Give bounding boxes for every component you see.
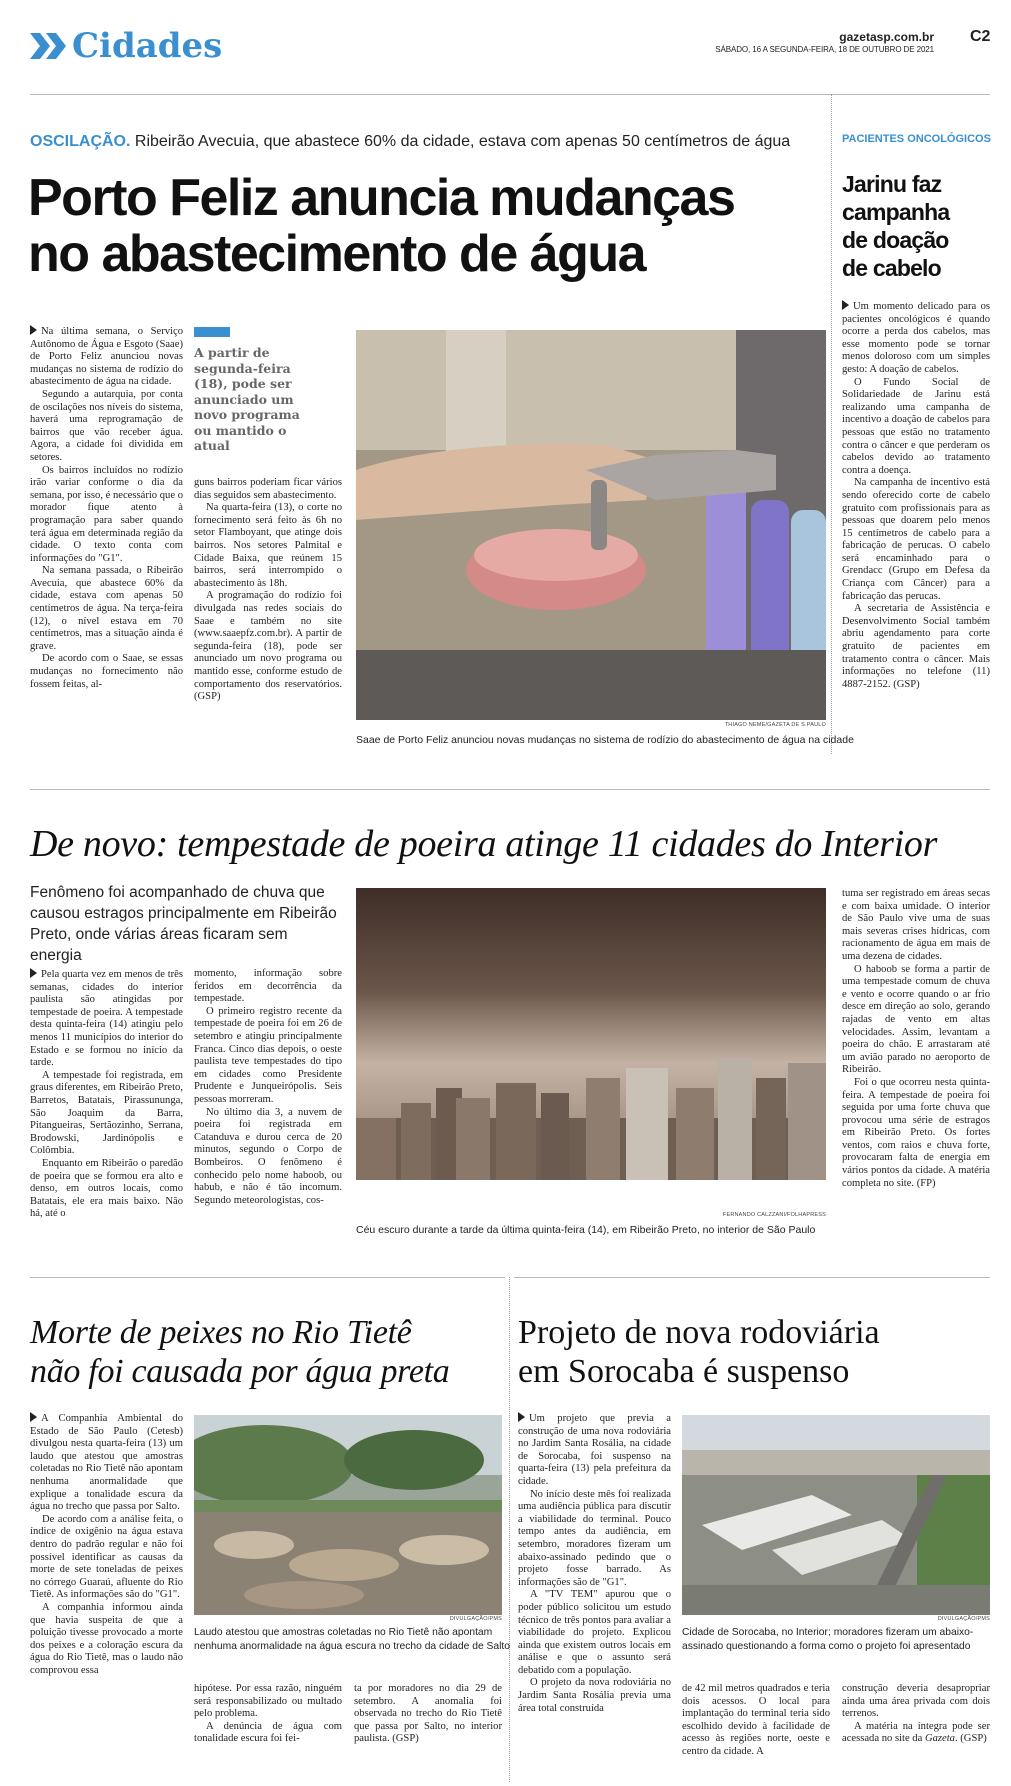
photo-dust-storm [356,888,826,1180]
section-rule [30,789,990,790]
pullquote: A partir de segunda-feira (18), pode ser anunciado um novo programa ou mantido o atual [194,345,300,453]
pullquote-bar [194,327,230,337]
article3-column-2: hipótese. Por essa razão, ninguém será responsabilizado ou multado pelo problema. A denúncia de água com tonalidade escura foi fei- [194,1683,342,1745]
article2-column-1: Pela quarta vez em menos de três semanas, cidades do interior paulista são atingidas por tempestade de poeira. A tempestade desta quinta-feira (14) atingiu pelo menos 11 municípios do interior do Estado e se formou no início da tarde. A tempestade foi registrada, em graus diferentes, em Ribeirão Preto, Barretos, Batatais, Pirassununga, São Joaquim da Barra, Pitangueiras, Sertãozinho, Serrana, Brodowski, Jardinópolis e Colômbia. Enquanto em Ribeirão o paredão de poeira que se formou era alto e denso, em outros locais, como Batatais, ele era mais baixo. Não há, até o [30,969,183,1220]
photo-caption: Céu escuro durante a tarde da última quinta-feira (14), em Ribeirão Preto, no interior de São Paulo [356,1224,816,1236]
website: gazetasp.com.br [839,30,934,44]
header-rule [30,94,990,95]
article1-headline: Porto Feliz anuncia mudanças no abastecimento de água [28,169,735,283]
article3-headline: Morte de peixes no Rio Tietê não foi causada por água preta [30,1314,450,1390]
photo-caption: Cidade de Sorocaba, no Interior; moradores fizeram um abaixo-assinado questionando a forma como o projeto foi apresentado [682,1627,974,1652]
article2-column-3: tuma ser registrado em áreas secas e com baixa umidade. O interior de São Paulo vive uma de suas mais severas crises hídricas, com racionamento de água em mais de uma dezena de cidades. O haboob se forma a partir de uma tempestade comum de chuva e vento e ocorre quando o ar frio desce em direção ao solo, gerando rajadas de vento em altas velocidades. Assim, levantam a poeira do chão. E arrastaram até um avião parado no aeroporto de Ribeirão. Foi o que ocorreu nesta quinta-feira. A tempestade de poeira foi seguida por uma forte chuva que provocou uma série de estragos em Ribeirão Preto. Os fortes ventos, com raios e chuva forte, provocaram falta de energia em vários pontos da cidade. A matéria completa no site. (FP) [842,888,990,1189]
photo-credit: THIAGO NEME/GAZETA DE S.PAULO [724,722,826,728]
section-rule [514,1277,990,1278]
page-number: C2 [970,28,991,45]
photo-credit: DIVULGAÇÃO/PMS [937,1616,990,1622]
photo-tap-water [356,330,826,720]
bullet-arrow-icon [30,325,37,335]
article1-column-1: Na última semana, o Serviço Autônomo de Água e Esgoto (Saae) de Porto Feliz anunciou novas mudanças no sistema de rodízio do abastecimento de água na cidade. Segundo a autarquia, por conta de oscilações nos níveis do sistema, haverá uma reprogramação de bairros que vão receber água. Agora, a cidade foi dividida em setores. Os bairros incluídos no rodízio irão variar conforme o dia da semana, por isso, é necessário que o morador fique atento à programação para saber quando terá água em determinada região da cidade. O texto conta com informações do "G1". Na semana passada, o Ribeirão Avecuia, que abastece 60% da cidade, estava com apenas 50 centímetros de água. Na terça-feira (12), o nível estava em 70 centímetros, mas a situação ainda é grave. De acordo com o Saae, se essas mudanças no fornecimento não fossem feitas, al- [30,326,183,690]
article1-kicker: OSCILAÇÃO. [30,133,131,150]
bullet-arrow-icon [842,300,849,310]
edition-date: SÁBADO, 16 A SEGUNDA-FEIRA, 18 DE OUTUBRO DE 2021 [715,45,934,54]
article4-headline: Projeto de nova rodoviária em Sorocaba é suspenso [518,1314,880,1390]
sidebar-kicker: PACIENTES ONCOLÓGICOS [842,133,991,145]
photo-bus-terminal [682,1415,990,1615]
bullet-arrow-icon [518,1412,525,1422]
article1-subtitle: OSCILAÇÃO. Ribeirão Avecuia, que abastece 60% da cidade, estava com apenas 50 centímetros de água [30,133,791,150]
article3-column-1: A Companhia Ambiental do Estado de São Paulo (Cetesb) divulgou nesta quarta-feira (13) um laudo que atestou que amostras coletadas no Rio Tietê não apontam nenhuma anormalidade que explique a tonalidade escura da água no trecho que passa por Salto. De acordo com a análise feita, o índice de oxigênio na água estava dentro do padrão regular e não foi possível identificar as causas da morte de sete toneladas de peixes no córrego Guaraú, afluente do Rio Tietê. As informações são do "G1". A companhia informou ainda que havia suspeita de que a poluição tivesse provocado a morte dos peixes e a coloração escura da água do Rio Tietê, mas o laudo não comprovou essa [30,1413,183,1676]
double-chevron-icon [30,31,68,61]
photo-river [194,1415,502,1615]
article2-headline: De novo: tempestade de poeira atinge 11 cidades do Interior [30,823,938,865]
photo-caption: Saae de Porto Feliz anunciou novas mudanças no sistema de rodízio do abastecimento de água na cidade [356,734,854,746]
bullet-arrow-icon [30,1412,37,1422]
sidebar-headline: Jarinu faz campanha de doação de cabelo [842,171,950,281]
section-header [30,28,222,64]
article2-column-2: momento, informação sobre feridos em decorrência da tempestade. O primeiro registro recente da tempestade de poeira foi em 26 de setembro e atingiu principalmente Franca. Cinco dias depois, o oeste paulista teve tempestades do tipo em cidades como Presidente Prudente e Junqueirópolis. Seis pessoas morreram. No último dia 3, a nuvem de poeira foi registrada em Catanduva e durou cerca de 20 minutos, segundo o Corpo de Bombeiros. O fenômeno é conhecido pelo nome haboob, ou habub, e não é tão incomum. Segundo meteorologistas, cos- [194,968,342,1206]
bullet-arrow-icon [30,968,37,978]
section-rule [30,1277,505,1278]
photo-credit: FERNANDO CALZZANI/FOLHAPRESS [722,1212,826,1218]
article3-column-3: ta por moradores no dia 29 de setembro. A anomalia foi observada no trecho do Rio Tietê que passa por Salto, no interior paulista. (GSP) [354,1683,502,1745]
section-title: Cidades [72,26,223,66]
article4-column-1: Um projeto que previa a construção de uma nova rodoviária no Jardim Santa Rosália, na cidade de Sorocaba, foi suspenso na quarta-feira (13) pela prefeitura da cidade. No início deste mês foi realizada uma audiência pública para discutir a viabilidade do terminal. Pouco tempo antes da audiência, em setembro, moradores fizeram um abaixo-assinado pedindo que o projeto fosse barrado. As informações são de "G1". A "TV TEM" apurou que o poder público solicitou um estudo técnico de três pontos para avaliar a viabilidade do projeto. Explicou ainda que existem outros locais em análise e que o assunto será debatido com a população. O projeto da nova rodoviária no Jardim Santa Rosália previa uma área total construída [518,1413,671,1714]
photo-credit: DIVULGAÇÃO/PMS [449,1616,502,1622]
article4-column-2: de 42 mil metros quadrados e teria dois acessos. O local para implantação do terminal teria sido escolhido devido à facilidade de acesso às regiões norte, oeste e centro da cidade. A [682,1683,830,1757]
column-divider [831,94,832,754]
article4-column-3: construção deveria desapropriar ainda uma área privada com dois terrenos. A matéria na íntegra pode ser acessada no site da Gazeta. (GSP) [842,1683,990,1745]
sidebar-body: Um momento delicado para os pacientes oncológicos é quando ocorre a perda dos cabelos, mas esse momento pode se tornar menos doloroso com um simples gesto: A doação de cabelos. O Fundo Social de Solidariedade de Jarinu está realizando uma campanha de incentivo a doação de cabelos para pessoas que estão no tratamento contra o câncer e que perderam os cabelos devido ao tratamento contra a doença. Na campanha de incentivo está sendo oferecido corte de cabelo gratuito com profissionais para as pessoas que doarem pelo menos 15 centímetros de cabelo para a fabricação de perucas. O cabelo será encaminhado para o Grendacc (Grupo em Defesa da Criança com Câncer) para a fabricação das perucas. A secretaria de Assistência e Desenvolvimento Social também abriu agendamento para corte gratuito de pacientes em tratamento contra o câncer. Mais informações no telefone (11) 4887-2152. (GSP) [842,301,990,690]
photo-caption: Laudo atestou que amostras coletadas no Rio Tietê não apontam nenhuma anormalidade na água escura no trecho da cidade de Salto [194,1627,510,1652]
article2-lead: Fenômeno foi acompanhado de chuva que causou estragos principalmente em Ribeirão Preto, onde várias áreas ficaram sem energia [30,884,337,964]
column-divider [509,1277,510,1782]
article1-column-2: guns bairros poderiam ficar vários dias seguidos sem abastecimento. Na quarta-feira (13), o corte no fornecimento será feito às 6h no setor Flamboyant, que atinge dois bairros. Nos setores Palmital e Cidade Baixa, que reúnem 15 bairros, será interrompido o abastecimento às 18h. A programação do rodízio foi divulgada nas redes sociais do Saae e também no site (www.saaepfz.com.br). A partir de segunda-feira (18), pode ser anunciado um novo programa ou mantido esse, conforme estudo de comportamento dos reservatórios. (GSP) [194,477,342,703]
